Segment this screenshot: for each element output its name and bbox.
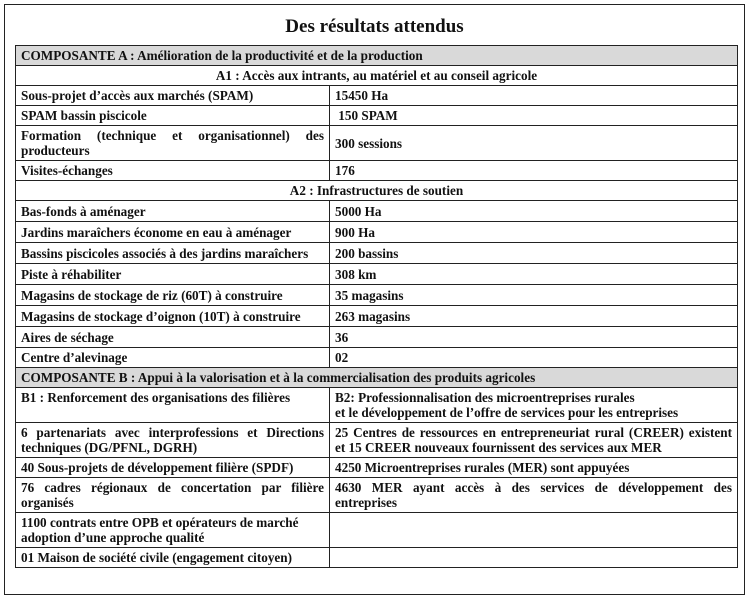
table-row bbox=[16, 478, 738, 513]
b1-cell: 40 Sous-projets de développement filière (SPDF) bbox=[16, 458, 330, 478]
b1-cell: 01 Maison de société civile (engagement citoyen) bbox=[16, 548, 330, 568]
table-row bbox=[16, 285, 738, 306]
row-label: Piste à réhabiliter bbox=[16, 264, 330, 285]
component-b-header-row bbox=[16, 368, 738, 388]
row-value: 02 bbox=[330, 348, 738, 368]
row-value: 176 bbox=[330, 161, 738, 181]
row-value: 35 magasins bbox=[330, 285, 738, 306]
table-row bbox=[16, 306, 738, 327]
table-row bbox=[16, 126, 738, 161]
b2-cell bbox=[330, 513, 738, 548]
b2-cell: 25 Centres de ressources en entrepreneuriat rural (CREER) existent et 15 CREER nouveaux fournissent des services aux MER bbox=[330, 423, 738, 458]
table-row bbox=[16, 243, 738, 264]
page-title: Des résultats attendus bbox=[285, 16, 464, 37]
row-value: 36 bbox=[330, 327, 738, 348]
row-label: Centre d’alevinage bbox=[16, 348, 330, 368]
row-label: Jardins maraîchers économe en eau à aménager bbox=[16, 222, 330, 243]
row-value: 900 Ha bbox=[330, 222, 738, 243]
row-label: SPAM bassin piscicole bbox=[16, 106, 330, 126]
table-row bbox=[16, 161, 738, 181]
row-label: Sous-projet d’accès aux marchés (SPAM) bbox=[16, 86, 330, 106]
table-row bbox=[16, 327, 738, 348]
a2-header-row bbox=[16, 181, 738, 201]
table-row bbox=[16, 222, 738, 243]
row-value: 200 bassins bbox=[330, 243, 738, 264]
b2-cell bbox=[330, 548, 738, 568]
row-value: 308 km bbox=[330, 264, 738, 285]
a1-header-row bbox=[16, 66, 738, 86]
b2-cell: 4630 MER ayant accès à des services de développement des entreprises bbox=[330, 478, 738, 513]
row-label: Bas-fonds à aménager bbox=[16, 201, 330, 222]
component-a-header-row bbox=[16, 46, 738, 66]
row-value: 263 magasins bbox=[330, 306, 738, 327]
row-value: 150 SPAM bbox=[330, 106, 738, 126]
row-value: 15450 Ha bbox=[330, 86, 738, 106]
b2-header bbox=[330, 388, 738, 423]
row-label: Magasins de stockage d’oignon (10T) à construire bbox=[16, 306, 330, 327]
component-b-header: COMPOSANTE B : Appui à la valorisation et à la commercialisation des produits agricoles bbox=[16, 368, 738, 388]
table-row bbox=[16, 548, 738, 568]
component-a-header: COMPOSANTE A : Amélioration de la productivité et de la production bbox=[16, 46, 738, 66]
row-label: Visites-échanges bbox=[16, 161, 330, 181]
b1-header: B1 : Renforcement des organisations des filières bbox=[16, 388, 330, 423]
a2-header: A2 : Infrastructures de soutien bbox=[16, 181, 738, 201]
table-row bbox=[16, 264, 738, 285]
table-row bbox=[16, 458, 738, 478]
table-row bbox=[16, 106, 738, 126]
b1-cell: 6 partenariats avec interprofessions et Directions techniques (DG/PFNL, DGRH) bbox=[16, 423, 330, 458]
b2-header-line1: B2: Professionnalisation des microentreprises rurales bbox=[335, 390, 635, 405]
row-label: Formation (technique et organisationnel) des producteurs bbox=[16, 126, 330, 161]
row-label: Bassins piscicoles associés à des jardins maraîchers bbox=[16, 243, 330, 264]
b2-header-line2: et le développement de l’offre de services pour les entreprises bbox=[335, 405, 679, 420]
row-value: 300 sessions bbox=[330, 126, 738, 161]
table-row bbox=[16, 348, 738, 368]
b2-cell: 4250 Microentreprises rurales (MER) sont appuyées bbox=[330, 458, 738, 478]
results-table bbox=[15, 45, 738, 568]
a1-header: A1 : Accès aux intrants, au matériel et au conseil agricole bbox=[16, 66, 738, 86]
row-label: Aires de séchage bbox=[16, 327, 330, 348]
table-row bbox=[16, 423, 738, 458]
b-subheader-row bbox=[16, 388, 738, 423]
row-label: Magasins de stockage de riz (60T) à construire bbox=[16, 285, 330, 306]
table-row bbox=[16, 201, 738, 222]
table-row bbox=[16, 86, 738, 106]
b1-cell: 76 cadres régionaux de concertation par filière organisés bbox=[16, 478, 330, 513]
b1-cell: 1100 contrats entre OPB et opérateurs de marché adoption d’une approche qualité bbox=[16, 513, 330, 548]
row-value: 5000 Ha bbox=[330, 201, 738, 222]
table-row bbox=[16, 513, 738, 548]
